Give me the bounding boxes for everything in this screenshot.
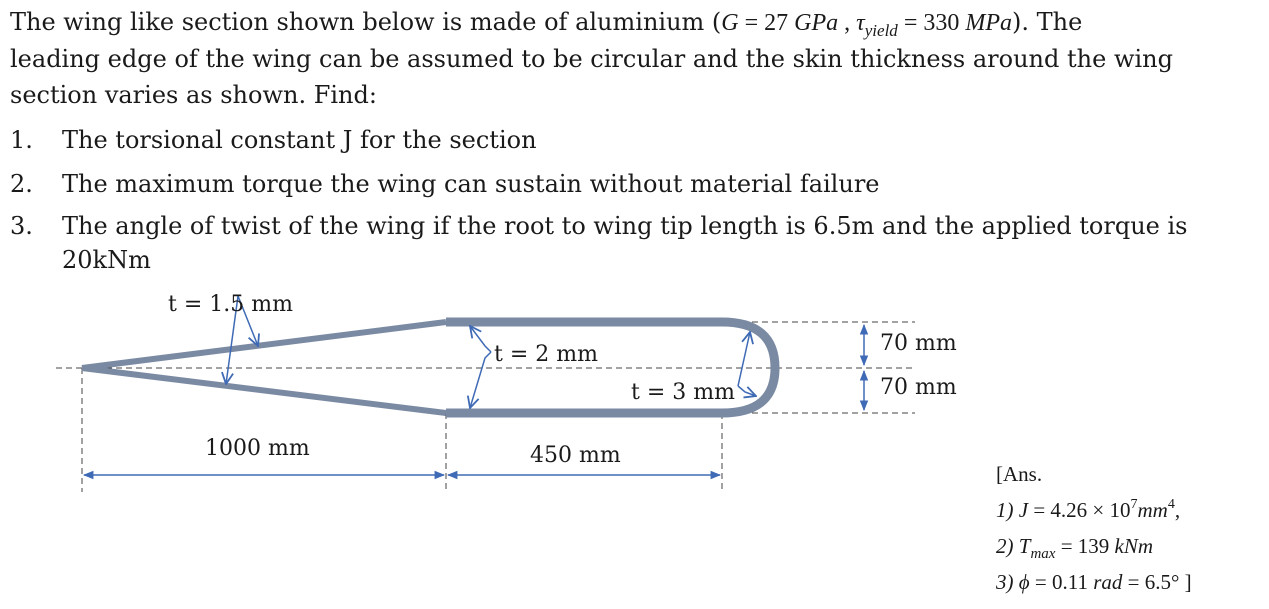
upper-height-label: 70 mm [880,331,957,356]
answer-3: 3) ϕ = 0.11 rad = 6.5° ] [996,570,1192,594]
problem-line-3: section varies as shown. Find: [10,81,377,109]
answers-open: [Ans. [996,462,1043,486]
answer-2: 2) $T_{max} = 139$ kNm [996,534,1154,562]
answer-1: 1) $J = 4.26 \times 10^7mm^4$, [996,497,1181,522]
problem-line-1: The wing like section shown below is made of aluminium (G = 27 GPa , $\tau_{yield} = 330$ MPa). The [10,8,1083,40]
lower-height-label: 70 mm [880,375,957,400]
web-thickness-label: t = 2 mm [494,342,598,367]
tail-length-label: 1000 mm [205,436,310,461]
nose-thickness-label: t = 3 mm [631,380,735,405]
mid-length-label: 450 mm [530,443,621,468]
problem-line-2: leading edge of the wing can be assumed to be circular and the skin thickness around the wing [10,45,1173,73]
lower-tail-skin [82,368,446,413]
tail-thickness-label: t = 1.5 mm [168,292,293,317]
upper-tail-skin [82,322,446,368]
